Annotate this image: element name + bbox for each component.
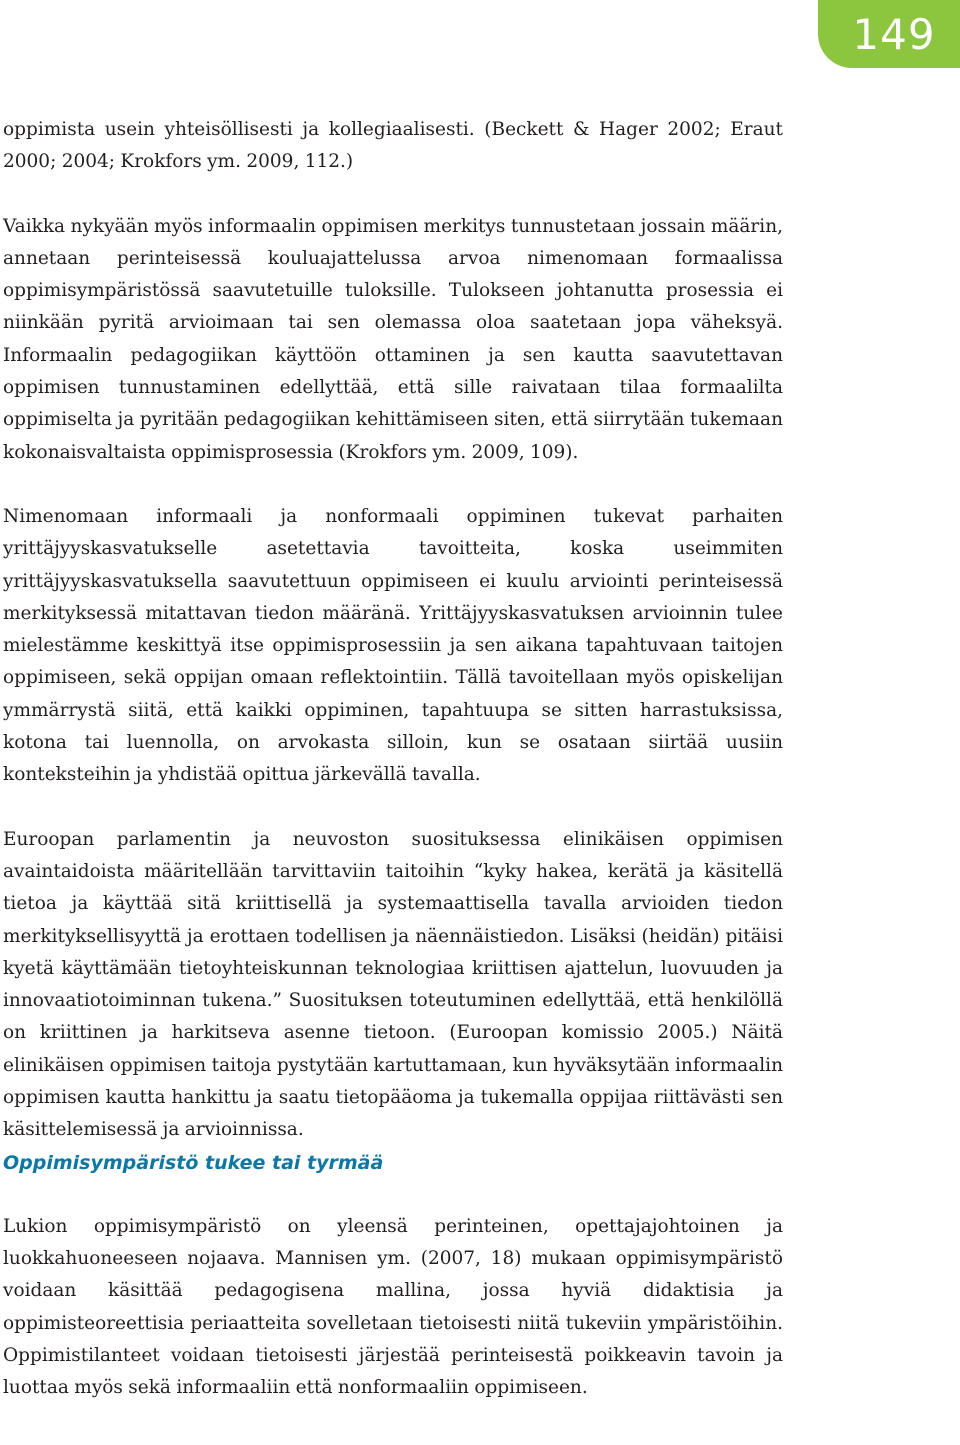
paragraph-2: Vaikka nykyään myös informaalin oppimisen merkitys tunnustetaan jossain määrin, annetaan perinteisessä kouluajattelussa arvoa nimenomaan formaalissa oppimisympäristössä saavutetuille tuloksille. Tulokseen johtanutta prosessia ei niinkään pyritä arvioimaan tai sen olemassa oloa saatetaan jopa väheksyä. Informaalin pedagogiikan käyttöön ottaminen ja sen kautta saavutettavan oppimisen tunnustaminen edellyttää, että sille raivataan tilaa formaalilta oppimiselta ja pyritään pedagogiikan kehittämiseen siten, että siirrytään tukemaan kokonaisvaltaista oppimisprosessia (Krokfors ym. 2009, 109). bbox=[3, 215, 783, 463]
paragraph-4: Euroopan parlamentin ja neuvoston suosituksessa elinikäisen oppimisen avaintaidoista määritellään tarvittaviin taitoihin “kyky hakea, kerätä ja käsitellä tietoa ja käyttää sitä kriittisellä ja systemaattisella tavalla arvioiden tiedon merkityksellisyyttä ja erottaen todellisen ja näennäistiedon. Lisäksi (heidän) pitäisi kyetä käyttämään tietoyhteiskunnan teknologiaa kriittisen ajattelun, luovuuden ja innovaatiotoiminnan tukena.” Suosituksen toteutuminen edellyttää, että henkilöllä on kriittinen ja harkitseva asenne tietoon. (Euroopan komissio 2005.) Näitä elinikäisen oppimisen taitoja pystytään kartuttamaan, kun hyväksytään informaalin oppimisen kautta hankittu ja saatu tietopääoma ja tukemalla oppijaa riittävästi sen käsittelemisessä ja arvioinnissa. bbox=[3, 828, 783, 1141]
paragraph-3: Nimenomaan informaali ja nonformaali oppiminen tukevat parhaiten yrittäjyyskasvatukselle asetettavia tavoitteita, koska useimmiten yrittäjyyskasvatuksella saavutettuun oppimiseen ei kuulu arviointi perinteisessä merkityksessä mitattavan tiedon määränä. Yrittäjyyskasvatuksen arvioinnin tulee mielestämme keskittyä itse oppimisprosessiin ja sen aikana tapahtuvaan taitojen oppimiseen, sekä oppijan omaan reflektointiin. Tällä tavoitellaan myös opiskelijan ymmärrystä siitä, että kaikki oppiminen, tapahtuupa se sitten harrastuksissa, kotona tai luennolla, on arvokasta silloin, kun se osataan siirtää uusiin konteksteihin ja yhdistää opittua järkevällä tavalla. bbox=[3, 505, 783, 786]
page-number-tab bbox=[818, 0, 960, 68]
page-content bbox=[3, 114, 783, 1404]
section-heading: Oppimisympäristö tukee tai tyrmää bbox=[3, 1151, 384, 1174]
paragraph-5: Lukion oppimisympäristö on yleensä perinteinen, opettajajohtoinen ja luokkahuoneeseen nojaava. Mannisen ym. (2007, 18) mukaan oppimisympäristö voidaan käsittää pedagogisena mallina, jossa hyviä didaktisia ja oppimisteoreettisia periaatteita sovelletaan tietoisesti niitä tukeviin ympäristöihin. Oppimistilanteet voidaan tietoisesti järjestää perinteisestä poikkeavin tavoin ja luottaa myös sekä informaaliin että nonformaaliin oppimiseen. bbox=[3, 1215, 783, 1399]
paragraph-1: oppimista usein yhteisöllisesti ja kollegiaalisesti. (Beckett & Hager 2002; Eraut 2000; 2004; Krokfors ym. 2009, 112.) bbox=[3, 119, 783, 173]
page-number: 149 bbox=[852, 9, 936, 59]
